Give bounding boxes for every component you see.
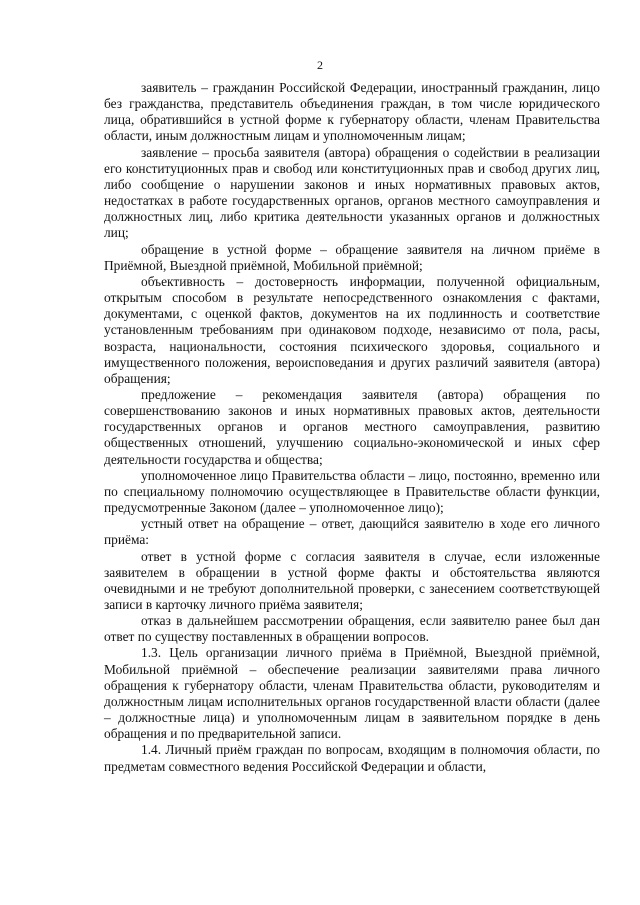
paragraph-oral-answer-definition: устный ответ на обращение – ответ, дающийся заявителю в ходе его личного приёма: — [104, 516, 600, 548]
paragraph-applicant-definition: заявитель – гражданин Российской Федерации, иностранный гражданин, лицо без гражданства, представитель объединения граждан, в том числе юридического лица, обратившийся в устной форме к губернатору области, членам Правительства области, иным должностным лицам и уполномоченным лицам; — [104, 80, 600, 144]
paragraph-oral-answer-consent: ответ в устной форме с согласия заявителя в случае, если изложенные заявителем в обращении в устной форме факты и обстоятельства являются очевидными и не требуют дополнительной проверки, с занесением соответствующей записи в карточку личного приёма заявителя; — [104, 548, 600, 612]
paragraph-statement-definition: заявление – просьба заявителя (автора) обращения о содействии в реализации его конституционных прав и свобод или конституционных прав и свобод других лиц, либо сообщение о нарушении законов и иных нормативных правовых актов, недостатках в работе государственных органов, органов местного самоуправления и должностных лиц, либо критика деятельности указанных органов и должностных лиц; — [104, 144, 600, 241]
document-body — [104, 80, 600, 775]
paragraph-oral-appeal-definition: обращение в устной форме – обращение заявителя на личном приёме в Приёмной, Выездной приёмной, Мобильной приёмной; — [104, 241, 600, 273]
paragraph-proposal-definition: предложение – рекомендация заявителя (автора) обращения по совершенствованию законов и иных нормативных правовых актов, деятельности государственных органов и органов местного самоуправления, развитию общественных отношений, улучшению социально-экономической и иных сфер деятельности государства и общества; — [104, 386, 600, 467]
paragraph-section-1-4: 1.4. Личный приём граждан по вопросам, входящим в полномочия области, по предметам совместного ведения Российской Федерации и области, — [104, 742, 600, 774]
paragraph-refusal: отказ в дальнейшем рассмотрении обращения, если заявителю ранее был дан ответ по существу поставленных в обращении вопросов. — [104, 613, 600, 645]
paragraph-objectivity-definition: объективность – достоверность информации, полученной официальным, открытым способом в результате непосредственного ознакомления с фактами, документами, с оценкой фактов, документов на их подлинность и соответствие установленным требованиям при одинаковом подходе, независимо от пола, расы, возраста, национальности, состояния психического здоровья, социального и имущественного положения, вероисповедания и других различий заявителя (автора) обращения; — [104, 273, 600, 386]
paragraph-section-1-3: 1.3. Цель организации личного приёма в Приёмной, Выездной приёмной, Мобильной приёмной – обеспечение реализации заявителями права личного обращения к губернатору области, членам Правительства области, руководителям и должностным лицам исполнительных органов государственной власти области (далее – должностные лица) и уполномоченным лицам в заявительном порядке в день обращения и по предварительной записи. — [104, 645, 600, 742]
page-number: 2 — [317, 58, 323, 72]
paragraph-authorized-person-definition: уполномоченное лицо Правительства области – лицо, постоянно, временно или по специальному полномочию осуществляющее в Правительстве области функции, предусмотренные Законом (далее – уполномоченное лицо); — [104, 467, 600, 516]
